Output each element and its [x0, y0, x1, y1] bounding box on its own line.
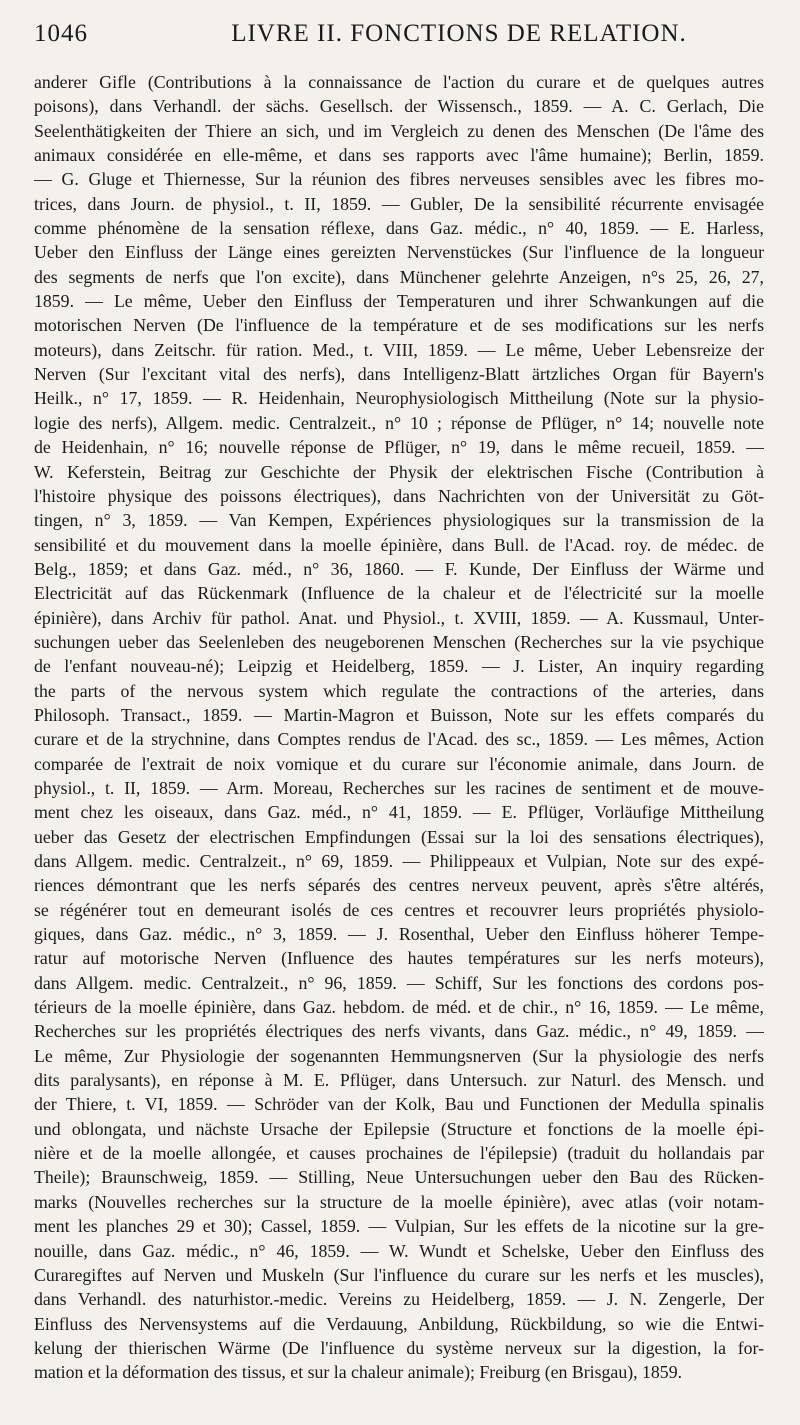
- text-line: riences démontrant que les nerfs séparés des centres nerveux peuvent, après s'être altérés,: [34, 875, 764, 896]
- text-line: trices, dans Journ. de physiol., t. II, 1859. — Gubler, De la sensibilité récurrente envisagée: [34, 193, 764, 214]
- text-line: comparée de l'extrait de noix vomique et du curare sur l'économie animale, dans Journ. de: [34, 753, 764, 774]
- text-line: physiol., t. II, 1859. — Arm. Moreau, Recherches sur les racines de sentiment et de mouve-: [34, 777, 764, 798]
- text-line: dans Allgem. medic. Centralzeit., n° 96, 1859. — Schiff, Sur les fonctions des cordons pos-: [34, 972, 764, 993]
- text-line: Nerven (Sur l'excitant vital des nerfs), dans Intelligenz-Blatt ärtzliches Organ für Bayern's: [34, 364, 764, 385]
- text-line: Philosoph. Transact., 1859. — Martin-Magron et Buisson, Note sur les effets comparés du: [34, 704, 764, 725]
- text-line: comme phénomène de la sensation réflexe, dans Gaz. médic., n° 40, 1859. — E. Harless,: [34, 218, 764, 239]
- text-line: se régénérer tout en demeurant isolés de ces centres et recouvrer leurs propriétés physiolo-: [34, 899, 764, 920]
- text-line: motorischen Nerven (De l'influence de la température et de ses modifications sur les nerfs: [34, 315, 764, 336]
- text-line: dans Allgem. medic. Centralzeit., n° 69, 1859. — Philippeaux et Vulpian, Note sur des expé-: [34, 851, 764, 871]
- text-line: sensibilité et du mouvement dans la moelle épinière, dans Bull. de l'Acad. roy. de médec. de: [34, 534, 764, 555]
- text-line: Recherches sur les propriétés électriques des nerfs vivants, dans Gaz. médic., n° 49, 1859. —: [34, 1021, 764, 1042]
- text-line: 1859. — Le même, Ueber den Einfluss der Temperaturen und ihrer Schwankungen auf die: [34, 291, 764, 312]
- text-line: ment chez les oiseaux, dans Gaz. méd., n° 41, 1859. — E. Pflüger, Vorläufige Mittheilung: [34, 802, 764, 823]
- text-line: ratur auf motorische Nerven (Influence des hautes températures sur les nerfs moteurs),: [34, 948, 764, 969]
- text-line: Curaregiftes auf Nerven und Muskeln (Sur l'influence du curare sur les nerfs et les muscles),: [34, 1264, 764, 1285]
- text-line: kelung der thierischen Wärme (De l'influence du système nerveux sur la digestion, la for-: [34, 1337, 764, 1358]
- text-line: Heilk., n° 17, 1859. — R. Heidenhain, Neurophysiologisch Mittheilung (Note sur la physio-: [34, 388, 764, 409]
- text-line: Einfluss des Nervensystems auf die Verdauung, Anbildung, Rückbildung, so wie die Entwi-: [34, 1313, 764, 1334]
- text-line: und oblongata, und nächste Ursache der Epilepsie (Structure et fonctions de la moelle épi-: [34, 1118, 764, 1139]
- text-line: the parts of the nervous system which regulate the contractions of the arteries, dans: [34, 680, 764, 701]
- text-line: de l'enfant nouveau-né); Leipzig et Heidelberg, 1859. — J. Lister, An inquiry regarding: [34, 656, 764, 677]
- text-line: Ueber den Einfluss der Länge eines gereizten Nervenstückes (Sur l'influence de la longueur: [34, 242, 764, 263]
- text-line: tingen, n° 3, 1859. — Van Kempen, Expériences physiologiques sur la transmission de la: [34, 510, 764, 531]
- text-line: dits paralysants), en réponse à M. E. Pflüger, dans Untersuch. zur Naturl. des Mensch. und: [34, 1070, 764, 1091]
- text-line: de Heidenhain, n° 16; nouvelle réponse de Pflüger, n° 19, dans le même recueil, 1859. —: [34, 437, 764, 458]
- text-line: épinière), dans Archiv für pathol. Anat. und Physiol., t. XVIII, 1859. — A. Kussmaul, Unter-: [34, 607, 764, 628]
- text-line: marks (Nouvelles recherches sur la structure de la moelle épinière), avec atlas (voir notam-: [34, 1191, 764, 1212]
- text-line: nière et de la moelle allongée, et causes prochaines de l'épilepsie) (traduit du hollandais par: [34, 1143, 764, 1164]
- text-line: ment les planches 29 et 30); Cassel, 1859. — Vulpian, Sur les effets de la nicotine sur la gre-: [34, 1216, 764, 1237]
- text-line: poisons), dans Verhandl. der sächs. Gesellsch. der Wissensch., 1859. — A. C. Gerlach, Die: [34, 96, 764, 117]
- text-line: des segments de nerfs que l'on excite), dans Münchener gelehrte Anzeigen, n°s 25, 26, 27,: [34, 266, 764, 287]
- running-head: LIVRE II. FONCTIONS DE RELATION.: [231, 20, 687, 47]
- text-line: W. Keferstein, Beitrag zur Geschichte der Physik der elektrischen Fische (Contribution à: [34, 461, 764, 482]
- text-line: anderer Gifle (Contributions à la connaissance de l'action du curare et de quelques autres: [34, 72, 764, 92]
- text-line: Seelenthätigkeiten der Thiere an sich, und im Vergleich zu denen des Menschen (De l'âme des: [34, 120, 764, 141]
- text-line: animaux considérée en elle-même, et dans ses rapports avec l'âme humaine); Berlin, 1859.: [34, 145, 764, 166]
- text-line: ueber das Gesetz der electrischen Empfindungen (Essai sur la loi des sensations électriques),: [34, 826, 764, 847]
- text-line: der Thiere, t. VI, 1859. — Schröder van der Kolk, Bau und Functionen der Medulla spinalis: [34, 1094, 764, 1115]
- text-line: l'histoire physique des poissons électriques), dans Nachrichten von der Universität zu Göt-: [34, 485, 764, 506]
- text-line: Electricität auf das Rückenmark (Influence de la chaleur et de l'électricité sur la moelle: [34, 583, 764, 604]
- text-line: suchungen ueber das Seelenleben des neugeborenen Menschen (Recherches sur la vie psychique: [34, 631, 764, 652]
- text-line: giques, dans Gaz. médic., n° 3, 1859. — J. Rosenthal, Ueber den Einfluss höherer Tempe-: [34, 924, 764, 945]
- text-line: Belg., 1859; et dans Gaz. méd., n° 36, 1860. — F. Kunde, Der Einfluss der Wärme und: [34, 558, 764, 579]
- page-number: 1046: [34, 20, 88, 47]
- text-line: mation et la déformation des tissus, et sur la chaleur animale); Freiburg (en Brisgau), 1859.: [34, 1362, 683, 1383]
- text-line: moteurs), dans Zeitschr. für ration. Med., t. VIII, 1859. — Le même, Ueber Lebensreize der: [34, 339, 764, 360]
- text-line: dans Verhandl. des naturhistor.-medic. Vereins zu Heidelberg, 1859. — J. N. Zengerle, Der: [34, 1289, 764, 1310]
- text-line: Le même, Zur Physiologie der sogenannten Hemmungsnerven (Sur la physiologie des nerfs: [34, 1045, 764, 1066]
- text-line: — G. Gluge et Thiernesse, Sur la réunion des fibres nerveuses sensibles avec les fibres mo-: [34, 169, 764, 190]
- text-line: Theile); Braunschweig, 1859. — Stilling, Neue Untersuchungen ueber den Bau des Rücken-: [34, 1167, 764, 1188]
- page-header: [34, 20, 764, 70]
- bibliography-paragraph: [34, 70, 764, 1385]
- text-line: logie des nerfs), Allgem. medic. Centralzeit., n° 10 ; réponse de Pflüger, n° 14; nouvelle note: [34, 412, 764, 433]
- text-line: nouille, dans Gaz. médic., n° 46, 1859. — W. Wundt et Schelske, Ueber den Einfluss des: [34, 1240, 764, 1261]
- text-line: térieurs de la moelle épinière, dans Gaz. hebdom. de méd. et de chir., n° 16, 1859. — Le même,: [34, 997, 764, 1018]
- text-line: curare et de la strychnine, dans Comptes rendus de l'Acad. des sc., 1859. — Les mêmes, Action: [34, 729, 764, 750]
